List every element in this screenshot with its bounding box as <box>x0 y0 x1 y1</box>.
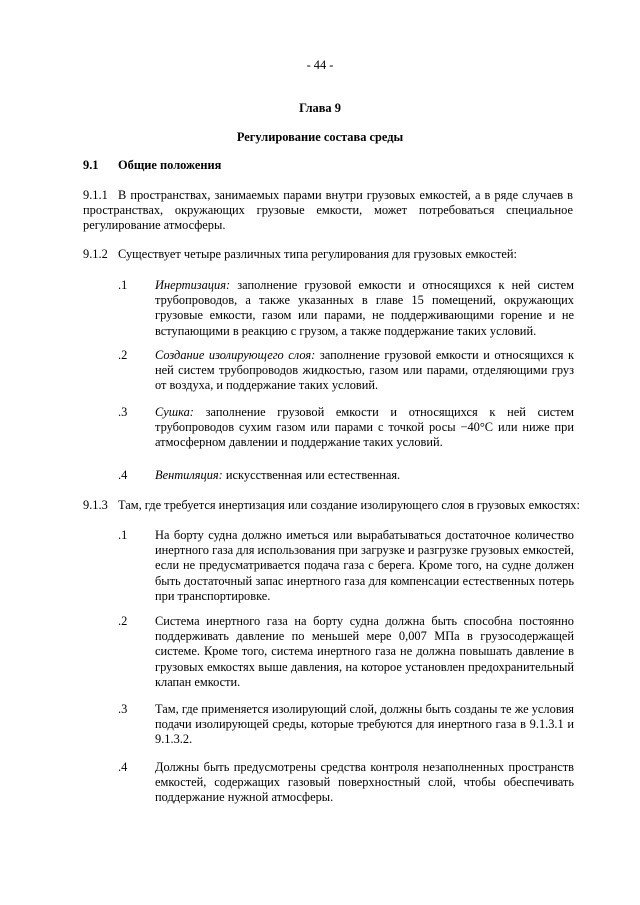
list-item-9-1-3-4 <box>118 760 574 806</box>
item-text <box>155 278 574 339</box>
item-number: .1 <box>118 278 128 292</box>
item-text <box>155 348 574 394</box>
item-number: .2 <box>118 348 128 362</box>
item-number: .4 <box>118 760 128 774</box>
item-number: .2 <box>118 614 128 628</box>
item-number: .3 <box>118 702 128 716</box>
item-body: заполнение грузовой емкости и относящихся к ней систем трубопроводов сухим газом или парами с точкой росы −40°C или ниже при атмосферном давлении и поддержание таких условий. <box>155 405 574 450</box>
item-number: .1 <box>118 528 128 542</box>
item-text: Система инертного газа на борту судна должна быть способна постоянно поддерживать давление по меньшей мере 0,007 МПа в грузосодержащей системе. Кроме того, система инертного газа не должна повышать давление в грузовых емкостях выше давления, на которое установлен предохранительный клапан емкости. <box>155 614 574 689</box>
paragraph-number: 9.1.1 <box>83 188 108 202</box>
page-number: - 44 - <box>306 58 334 72</box>
item-body: заполнение грузовой емкости и относящихся к ней систем трубопроводов жидкостью, газом или парами, отделяющими груз от воздуха, и поддержание таких условий. <box>155 348 574 393</box>
list-item-9-1-2-1 <box>118 278 574 339</box>
item-text <box>155 405 574 451</box>
item-number: .4 <box>118 468 128 482</box>
item-text <box>155 468 574 483</box>
item-text: Должны быть предусмотрены средства контроля незаполненных пространств емкостей, содержащих газовый поверхностный слой, чтобы обеспечивать поддержание нужной атмосферы. <box>155 760 574 805</box>
list-item-9-1-3-3 <box>118 702 574 748</box>
list-item-9-1-2-3 <box>118 405 574 451</box>
paragraph-body: В пространствах, занимаемых парами внутри грузовых емкостей, а в ряде случаев в пространствах, окружающих грузовые емкости, может потребоваться специальное регулирование атмосферы. <box>83 188 573 233</box>
list-item-9-1-3-2 <box>118 614 574 690</box>
item-body: заполнение грузовой емкости и относящихся к ней систем трубопроводов, а также указанных в главе 15 помещений, окружающих грузовые емкости, газом или парами, не поддерживающими горение и не вступающими в реакцию с грузом, а также поддержание таких условий. <box>155 278 574 338</box>
paragraph-number: 9.1.3 <box>83 498 108 512</box>
item-text: На борту судна должно иметься или вырабатываться достаточное количество инертного газа для использования при загрузке и разгрузке грузовых емкостей, если не предусматривается подача газа с берега. Кроме того, на судне должен быть достаточный запас инертного газа для компенсации естественных потерь при транспортировке. <box>155 528 574 603</box>
item-term: Инертизация: <box>155 278 231 292</box>
item-text: Там, где применяется изолирующий слой, должны быть созданы те же условия подачи изолирующей среды, которые требуются для инертного газа в 9.1.3.1 и 9.1.3.2. <box>155 702 574 747</box>
item-body: искусственная или естественная. <box>222 468 401 482</box>
section-number: 9.1 <box>83 158 99 172</box>
paragraph-9-1-1 <box>83 188 573 234</box>
paragraph-9-1-3-text: Там, где требуется инертизация или создание изолирующего слоя в грузовых емкостях: <box>118 498 580 512</box>
paragraph-text <box>83 188 573 234</box>
paragraph-number: 9.1.2 <box>83 247 108 261</box>
item-term: Создание изолирующего слоя: <box>155 348 316 362</box>
item-term: Вентиляция: <box>155 468 223 482</box>
item-number: .3 <box>118 405 128 419</box>
list-item-9-1-3-1 <box>118 528 574 604</box>
list-item-9-1-2-4 <box>118 468 574 483</box>
paragraph-9-1-2-text: Существует четыре различных типа регулирования для грузовых емкостей: <box>118 247 517 261</box>
chapter-subtitle: Регулирование состава среды <box>236 130 404 144</box>
item-term: Сушка: <box>155 405 194 419</box>
chapter-title: Глава 9 <box>299 101 341 115</box>
list-item-9-1-2-2 <box>118 348 574 394</box>
section-title: Общие положения <box>118 158 222 172</box>
